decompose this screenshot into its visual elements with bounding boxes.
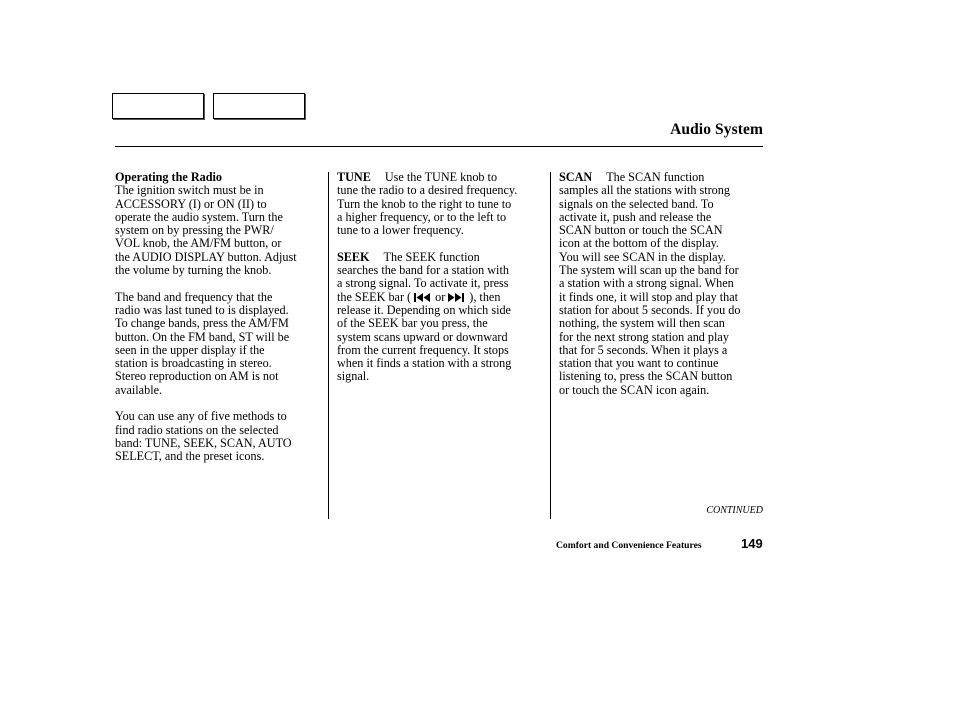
column-scan xyxy=(559,171,763,410)
tune-term: TUNE xyxy=(337,170,371,184)
column-operating-radio xyxy=(115,171,320,477)
nav-tab-box-right[interactable] xyxy=(213,93,305,119)
seek-term: SEEK xyxy=(337,249,370,264)
column-divider-2 xyxy=(550,172,551,519)
column-tune-seek xyxy=(337,171,545,397)
band-frequency-paragraph: The band and frequency that the radio was last tuned to is displayed. To change bands, press the AM/FM button. On the FM band, ST will be seen in the upper display if the station is broadcasting in stereo. Stereo reproduction on AM is not available. xyxy=(115,289,290,397)
seek-or-text: or xyxy=(435,289,446,304)
nav-tab-box-left[interactable] xyxy=(112,93,204,119)
find-stations-paragraph: You can use any of five methods to find radio stations on the selected band: TUNE, SEEK, SCAN, AUTO SELECT, and the preset icons. xyxy=(115,409,292,464)
scan-text: The SCAN function samples all the stations with strong signals on the selected band. To activate it, push and release the SCAN button or touch the SCAN icon at the bottom of the display. You will see SCAN in the display. The system will scan up the band for a station with a strong signal. When it finds one, it will stop and play that station for about 5 seconds. If you do nothing, the system will then scan for the next strong station and play that for 5 seconds. When it plays a station that you want to continue listening to, press the SCAN button or touch the SCAN icon again. xyxy=(559,170,741,397)
operating-radio-heading: Operating the Radio xyxy=(115,170,222,184)
scan-term: SCAN xyxy=(559,170,593,184)
scan-paragraph xyxy=(559,171,763,397)
tune-text: Use the TUNE knob to tune the radio to a desired frequency. Turn the knob to the right to tune to a higher frequency, or to the left to tune to a lower frequency. xyxy=(337,170,518,238)
ignition-paragraph: The ignition switch must be in ACCESSORY (I) or ON (II) to operate the audio system. Turn the system on by pressing the PWR/ VOL knob, the AM/FM button, or the AUDIO DISPLAY button. Adjust the volume by turning the knob. xyxy=(115,183,297,278)
seek-text-a: The SEEK function searches the band for a station with a strong signal. To activate it, press the SEEK bar ( xyxy=(337,249,509,304)
section-title: Audio System xyxy=(670,121,763,138)
footer-section-name: Comfort and Convenience Features xyxy=(556,540,702,551)
skip-forward-icon xyxy=(448,293,466,302)
tune-paragraph xyxy=(337,171,545,237)
skip-back-icon xyxy=(414,293,432,302)
page-number: 149 xyxy=(741,536,763,551)
column-divider-1 xyxy=(328,172,329,519)
seek-text-b: ), then release it. Depending on which side of the SEEK bar you press, the system scans upward or downward from the current frequency. It stops when it finds a station with a strong signal. xyxy=(337,289,512,384)
continued-label: CONTINUED xyxy=(706,505,763,516)
header-rule xyxy=(115,146,763,147)
seek-paragraph xyxy=(337,251,545,384)
